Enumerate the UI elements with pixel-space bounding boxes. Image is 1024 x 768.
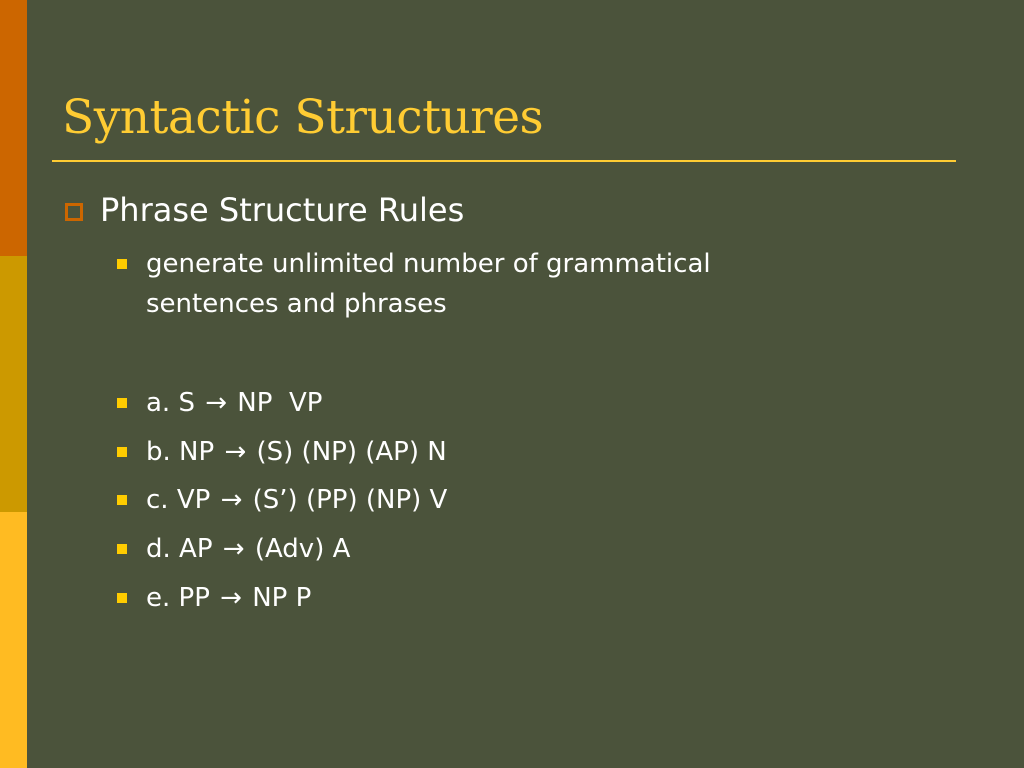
square-bullet-icon <box>117 398 127 408</box>
bullet-phrase-structure-rules: Phrase Structure Rules <box>100 191 465 229</box>
sub-bullet-generate-line1: generate unlimited number of grammatical <box>146 249 711 279</box>
sub-bullet-generate-line2: sentences and phrases <box>146 289 447 319</box>
hollow-square-bullet-icon <box>65 203 83 221</box>
rule-c <box>146 480 447 520</box>
square-bullet-icon <box>117 593 127 603</box>
rule-a-rhs: NP VP <box>237 388 323 418</box>
sidebar-segment-middle <box>0 256 27 512</box>
square-bullet-icon <box>117 447 127 457</box>
rule-d <box>146 529 350 569</box>
rule-d-rhs: (Adv) A <box>254 534 351 564</box>
rule-c-lhs: c. VP <box>146 485 211 515</box>
right-arrow-icon: → <box>222 534 245 564</box>
rule-c-rhs: (S’) (PP) (NP) V <box>252 485 448 515</box>
rule-a <box>146 383 322 423</box>
rule-e-rhs: NP P <box>252 583 312 613</box>
square-bullet-icon <box>117 544 127 554</box>
right-arrow-icon: → <box>220 485 243 515</box>
right-arrow-icon: → <box>224 437 247 467</box>
sidebar-segment-bottom <box>0 512 27 768</box>
rule-b <box>146 432 447 472</box>
rule-e-lhs: e. PP <box>146 583 210 613</box>
square-bullet-icon <box>117 259 127 269</box>
title-underline <box>52 160 956 162</box>
right-arrow-icon: → <box>205 388 228 418</box>
sidebar-segment-top <box>0 0 27 256</box>
right-arrow-icon: → <box>220 583 242 613</box>
slide-title: Syntactic Structures <box>62 90 544 145</box>
square-bullet-icon <box>117 495 127 505</box>
rule-d-lhs: d. AP <box>146 534 213 564</box>
rule-e <box>146 578 311 618</box>
rule-a-lhs: a. S <box>146 388 195 418</box>
rule-b-rhs: (S) (NP) (AP) N <box>256 437 447 467</box>
rule-b-lhs: b. NP <box>146 437 215 467</box>
